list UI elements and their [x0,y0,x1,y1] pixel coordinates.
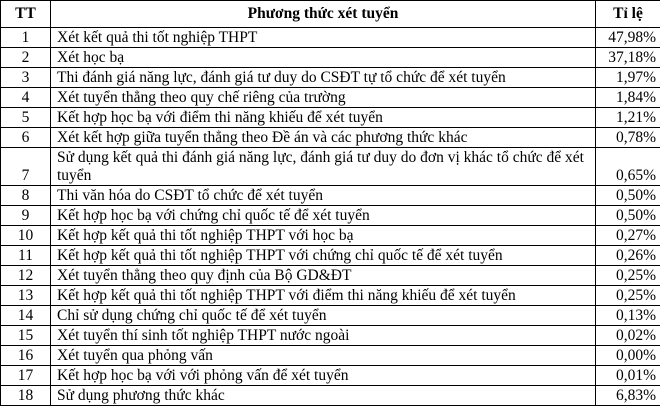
row-rate: 47,98% [596,28,660,48]
row-method: Xét tuyển thẳng theo quy định của Bộ GD&ĐT [51,266,596,286]
row-method: Xét kết quả thi tốt nghiệp THPT [51,28,596,48]
row-method: Thi văn hóa do CSĐT tổ chức để xét tuyển [51,186,596,206]
table-row [1,286,660,306]
row-rate: 0,26% [596,246,660,266]
table-row [1,366,660,386]
row-tt: 6 [1,128,51,148]
table-row [1,206,660,226]
row-tt: 11 [1,246,51,266]
table-row [1,88,660,108]
row-tt: 5 [1,108,51,128]
row-rate: 0,27% [596,226,660,246]
row-rate: 0,13% [596,306,660,326]
row-rate: 0,50% [596,186,660,206]
table-row [1,128,660,148]
row-rate: 0,01% [596,366,660,386]
table-row [1,266,660,286]
row-method: Sử dụng kết quả thi đánh giá năng lực, đánh giá tư duy do đơn vị khác tổ chức để xét tuyển [51,148,596,186]
row-tt: 18 [1,386,51,406]
header-tt: TT [1,1,51,28]
row-tt: 9 [1,206,51,226]
row-rate: 1,97% [596,68,660,88]
table-row [1,68,660,88]
table-row [1,326,660,346]
row-method: Kết hợp học bạ với với phỏng vấn để xét tuyển [51,366,596,386]
table-row [1,186,660,206]
table-row [1,28,660,48]
row-rate: 1,21% [596,108,660,128]
header-rate: Tỉ lệ [596,1,660,28]
row-method: Thi đánh giá năng lực, đánh giá tư duy do CSĐT tự tổ chức để xét tuyển [51,68,596,88]
row-method: Kết hợp kết quả thi tốt nghiệp THPT với chứng chỉ quốc tế để xét tuyển [51,246,596,266]
row-rate: 0,25% [596,286,660,306]
row-method: Xét học bạ [51,48,596,68]
table-row [1,226,660,246]
row-method: Xét tuyển qua phỏng vấn [51,346,596,366]
table-row [1,148,660,186]
table-row [1,48,660,68]
row-rate: 0,78% [596,128,660,148]
row-method: Xét kết hợp giữa tuyển thẳng theo Đề án và các phương thức khác [51,128,596,148]
header-row [1,1,660,28]
row-tt: 16 [1,346,51,366]
row-tt: 8 [1,186,51,206]
row-method: Sử dụng phương thức khác [51,386,596,406]
row-rate: 0,65% [596,148,660,186]
row-tt: 14 [1,306,51,326]
row-method: Xét tuyển thẳng theo quy chế riêng của trường [51,88,596,108]
row-rate: 1,84% [596,88,660,108]
row-method: Kết hợp học bạ với điểm thi năng khiếu để xét tuyển [51,108,596,128]
table-row [1,108,660,128]
row-method: Kết hợp kết quả thi tốt nghiệp THPT với học bạ [51,226,596,246]
row-tt: 15 [1,326,51,346]
row-tt: 13 [1,286,51,306]
row-tt: 3 [1,68,51,88]
table-row [1,306,660,326]
row-rate: 0,50% [596,206,660,226]
row-rate: 0,00% [596,346,660,366]
header-method: Phương thức xét tuyển [51,1,596,28]
row-tt: 1 [1,28,51,48]
row-tt: 17 [1,366,51,386]
row-tt: 7 [1,148,51,186]
row-tt: 4 [1,88,51,108]
row-rate: 6,83% [596,386,660,406]
row-rate: 0,02% [596,326,660,346]
row-rate: 0,25% [596,266,660,286]
table-row [1,246,660,266]
row-method: Kết hợp học bạ với chứng chỉ quốc tế để xét tuyển [51,206,596,226]
row-method: Kết hợp kết quả thi tốt nghiệp THPT với điểm thi năng khiếu để xét tuyển [51,286,596,306]
row-tt: 12 [1,266,51,286]
row-rate: 37,18% [596,48,660,68]
row-tt: 2 [1,48,51,68]
row-method: Chỉ sử dụng chứng chỉ quốc tế để xét tuyển [51,306,596,326]
table-row [1,386,660,406]
table-row [1,346,660,366]
row-method: Xét tuyển thí sinh tốt nghiệp THPT nước ngoài [51,326,596,346]
row-tt: 10 [1,226,51,246]
